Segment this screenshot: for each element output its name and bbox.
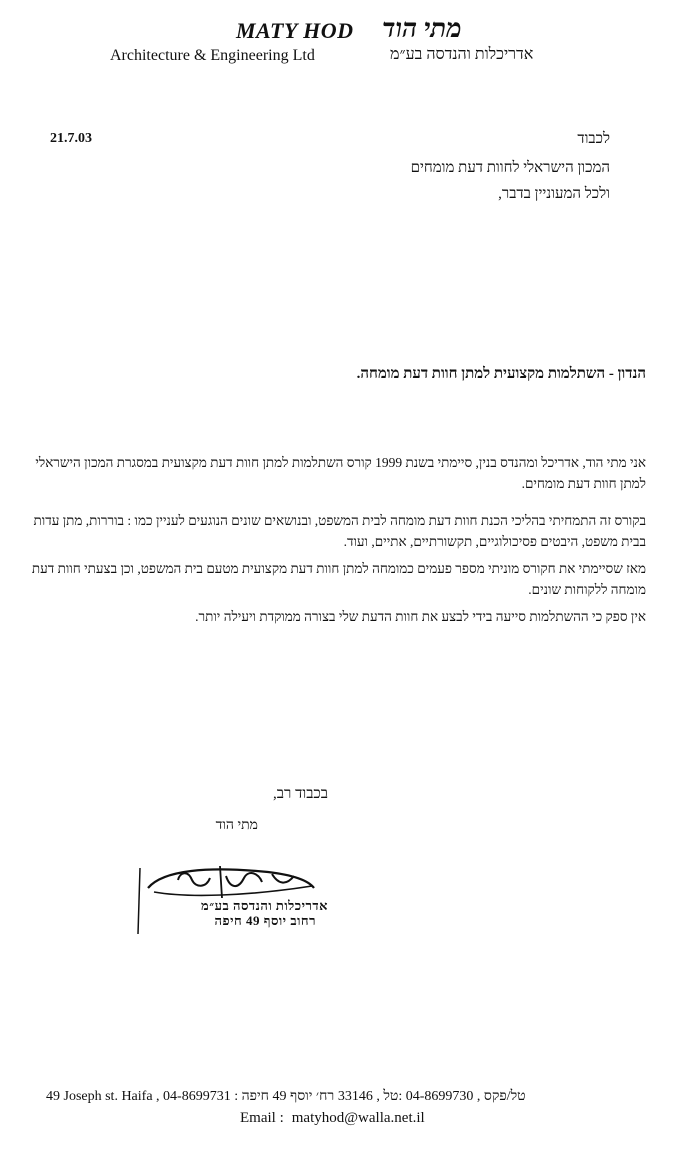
footer-email-label: Email : — [240, 1110, 284, 1126]
letterhead-company-he: אדריכלות והנדסה בע״מ — [390, 46, 534, 63]
body-paragraph-1: אני מתי הוד, אדריכל ומהנדס בנין, סיימתי בשנת 1999 קורס השתלמות למתן חוות דעת מקצועית במסגרת המכון הישראלי למתן חוות דעת מומחים. — [35, 455, 646, 491]
letter-subject: הנדון - השתלמות מקצועית למתן חוות דעת מומחה. — [356, 366, 646, 382]
body-paragraph-4: אין ספק כי ההשתלמות סייעה בידי לבצע את חוות הדעת שלי בצורה ממוקדת ויעילה יותר. — [195, 609, 646, 624]
recipient-organization: המכון הישראלי לחוות דעת מומחים — [410, 160, 610, 176]
letterhead-name-he: מתי הוד — [382, 14, 462, 43]
body-paragraph-2: בקורס זה התמחיתי בהליכי הכנת חוות דעת מומחה לבית המשפט, ובנושאים שונים הנוגעים לעניין כמו : בוררות, מתן עדות בבית משפט, היבטים פסיכולוגיים, תקשורתיים, אתיים, ועוד. — [33, 513, 646, 549]
letter-date: 21.7.03 — [50, 131, 92, 146]
footer-email — [240, 1110, 425, 1127]
recipient-others: ולכל המעוניין בדבר, — [498, 186, 610, 202]
closing-name: מתי הוד — [215, 818, 258, 833]
letterhead-name-en: MATY HOD — [236, 18, 354, 43]
stamp-address: רחוב יוסף 49 חיפה — [214, 913, 316, 928]
body-paragraph-3: מאז שסיימתי את חקורס מוניתי מספר פעמים כמומחה למתן חוות דעת מקצועית מטעם בית המשפט, וכן בצעתי חוות דעת מומחה ללקוחות שונים. — [31, 561, 646, 597]
closing-regards: בכבוד רב, — [273, 786, 328, 802]
letterhead-company-en: Architecture & Engineering Ltd — [110, 47, 315, 64]
footer-email-address: matyhod@walla.net.il — [291, 1110, 425, 1126]
stamp-company: אדריכלות והנדסה בע״מ — [200, 898, 328, 913]
footer-address: 49 Joseph st. Haifa , 04-8699731 : טל/פקס , 04-8699730 :טל , 33146 רח׳ יוסף 49 חיפה — [46, 1089, 526, 1104]
recipient-salutation: לכבוד — [577, 131, 610, 147]
